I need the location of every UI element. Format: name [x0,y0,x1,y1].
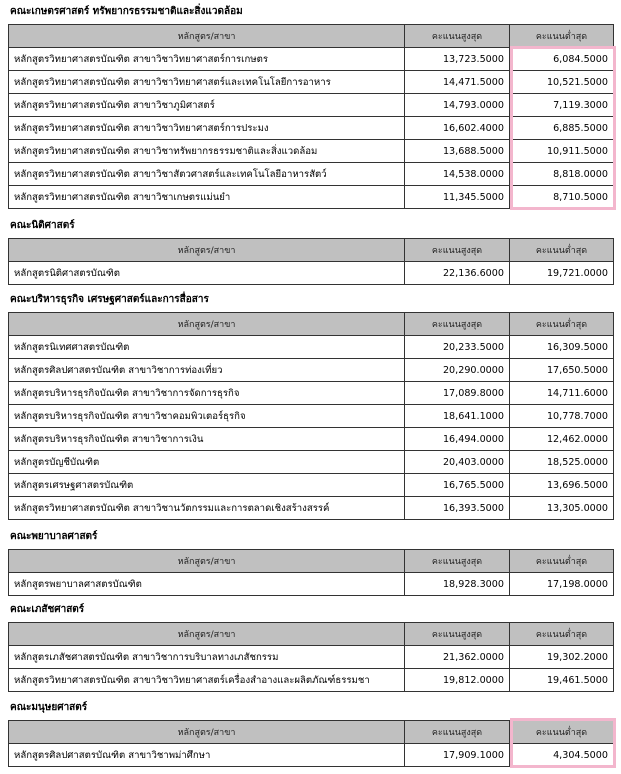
program-name: หลักสูตรพยาบาลศาสตรบัณฑิต [9,573,405,596]
header-min: คะแนนต่ำสุด [510,313,614,336]
score-table [8,720,614,767]
min-score: 14,711.6000 [510,382,614,405]
score-table [8,238,614,285]
min-score: 12,462.0000 [510,428,614,451]
header-min: คะแนนต่ำสุด [510,623,614,646]
header-max: คะแนนสูงสุด [405,239,510,262]
score-table [8,24,614,209]
min-score: 4,304.5000 [510,744,614,767]
program-name: หลักสูตรวิทยาศาสตรบัณฑิต สาขาวิชาวิทยาศาสตร์การประมง [9,117,405,140]
header-program: หลักสูตร/สาขา [9,550,405,573]
max-score: 20,403.0000 [405,451,510,474]
header-program: หลักสูตร/สาขา [9,623,405,646]
table-row [9,744,614,767]
table-row [9,474,614,497]
header-max: คะแนนสูงสุด [405,623,510,646]
max-score: 14,793.0000 [405,94,510,117]
table-row [9,71,614,94]
max-score: 13,723.5000 [405,48,510,71]
max-score: 13,688.5000 [405,140,510,163]
max-score: 11,345.5000 [405,186,510,209]
min-score: 8,818.0000 [510,163,614,186]
program-name: หลักสูตรเศรษฐศาสตรบัณฑิต [9,474,405,497]
header-min: คะแนนต่ำสุด [510,550,614,573]
header-min: คะแนนต่ำสุด [510,239,614,262]
section-title: คณะบริหารธุรกิจ เศรษฐศาสตร์และการสื่อสาร [10,294,209,305]
program-name: หลักสูตรเภสัชศาสตรบัณฑิต สาขาวิชาการบริบาลทางเภสัชกรรม [9,646,405,669]
min-score: 6,084.5000 [510,48,614,71]
table-row [9,497,614,520]
table-row [9,186,614,209]
table-row [9,451,614,474]
table-row [9,94,614,117]
max-score: 17,089.8000 [405,382,510,405]
section-title: คณะมนุษยศาสตร์ [10,702,88,713]
max-score: 14,471.5000 [405,71,510,94]
program-name: หลักสูตรบริหารธุรกิจบัณฑิต สาขาวิชาการเงิน [9,428,405,451]
header-min: คะแนนต่ำสุด [510,721,614,744]
min-score: 19,721.0000 [510,262,614,285]
header-max: คะแนนสูงสุด [405,550,510,573]
min-score: 17,198.0000 [510,573,614,596]
max-score: 21,362.0000 [405,646,510,669]
header-program: หลักสูตร/สาขา [9,721,405,744]
max-score: 16,393.5000 [405,497,510,520]
table-row [9,359,614,382]
program-name: หลักสูตรบริหารธุรกิจบัณฑิต สาขาวิชาคอมพิวเตอร์ธุรกิจ [9,405,405,428]
header-max: คะแนนสูงสุด [405,313,510,336]
max-score: 16,602.4000 [405,117,510,140]
table-row [9,405,614,428]
header-max: คะแนนสูงสุด [405,25,510,48]
table-row [9,646,614,669]
section-title: คณะนิติศาสตร์ [10,220,75,231]
header-max: คะแนนสูงสุด [405,721,510,744]
max-score: 17,909.1000 [405,744,510,767]
program-name: หลักสูตรวิทยาศาสตรบัณฑิต สาขาวิชาทรัพยากรธรรมชาติและสิ่งแวดล้อม [9,140,405,163]
min-score: 10,778.7000 [510,405,614,428]
table-header-row [9,239,614,262]
program-name: หลักสูตรวิทยาศาสตรบัณฑิต สาขาวิชาวิทยาศาสตร์และเทคโนโลยีการอาหาร [9,71,405,94]
header-min: คะแนนต่ำสุด [510,25,614,48]
program-name: หลักสูตรวิทยาศาสตรบัณฑิต สาขาวิชาเกษตรแม่นยำ [9,186,405,209]
min-score: 19,461.5000 [510,669,614,692]
min-score: 10,521.5000 [510,71,614,94]
header-program: หลักสูตร/สาขา [9,25,405,48]
table-row [9,140,614,163]
program-name: หลักสูตรบัญชีบัณฑิต [9,451,405,474]
header-program: หลักสูตร/สาขา [9,313,405,336]
table-row [9,428,614,451]
min-score: 18,525.0000 [510,451,614,474]
table-header-row [9,623,614,646]
score-table [8,312,614,520]
min-score: 10,911.5000 [510,140,614,163]
table-row [9,573,614,596]
table-row [9,163,614,186]
min-score: 17,650.5000 [510,359,614,382]
min-score: 13,696.5000 [510,474,614,497]
score-table [8,622,614,692]
min-score: 6,885.5000 [510,117,614,140]
program-name: หลักสูตรนิเทศศาสตรบัณฑิต [9,336,405,359]
max-score: 16,494.0000 [405,428,510,451]
max-score: 19,812.0000 [405,669,510,692]
program-name: หลักสูตรศิลปศาสตรบัณฑิต สาขาวิชาพม่าศึกษา [9,744,405,767]
program-name: หลักสูตรวิทยาศาสตรบัณฑิต สาขาวิชานวัตกรรมและการตลาดเชิงสร้างสรรค์ [9,497,405,520]
program-name: หลักสูตรนิติศาสตรบัณฑิต [9,262,405,285]
program-name: หลักสูตรวิทยาศาสตรบัณฑิต สาขาวิชาภูมิศาสตร์ [9,94,405,117]
section-title: คณะพยาบาลศาสตร์ [10,531,98,542]
max-score: 20,233.5000 [405,336,510,359]
min-score: 13,305.0000 [510,497,614,520]
program-name: หลักสูตรวิทยาศาสตรบัณฑิต สาขาวิชาวิทยาศาสตร์การเกษตร [9,48,405,71]
table-row [9,117,614,140]
max-score: 18,928.3000 [405,573,510,596]
program-name: หลักสูตรบริหารธุรกิจบัณฑิต สาขาวิชาการจัดการธุรกิจ [9,382,405,405]
max-score: 16,765.5000 [405,474,510,497]
min-score: 19,302.2000 [510,646,614,669]
table-row [9,262,614,285]
min-score: 16,309.5000 [510,336,614,359]
max-score: 22,136.6000 [405,262,510,285]
section-title: คณะเกษตรศาสตร์ ทรัพยากรธรรมชาติและสิ่งแวดล้อม [10,6,243,17]
min-score: 7,119.3000 [510,94,614,117]
program-name: หลักสูตรศิลปศาสตรบัณฑิต สาขาวิชาการท่องเที่ยว [9,359,405,382]
program-name: หลักสูตรวิทยาศาสตรบัณฑิต สาขาวิชาสัตวศาสตร์และเทคโนโลยีอาหารสัตว์ [9,163,405,186]
table-row [9,382,614,405]
table-row [9,336,614,359]
table-header-row [9,313,614,336]
table-row [9,669,614,692]
max-score: 20,290.0000 [405,359,510,382]
header-program: หลักสูตร/สาขา [9,239,405,262]
min-score: 8,710.5000 [510,186,614,209]
table-header-row [9,721,614,744]
max-score: 14,538.0000 [405,163,510,186]
table-header-row [9,25,614,48]
program-name: หลักสูตรวิทยาศาสตรบัณฑิต สาขาวิชาวิทยาศาสตร์เครื่องสำอางและผลิตภัณฑ์ธรรมชา [9,669,405,692]
section-title: คณะเภสัชศาสตร์ [10,604,85,615]
max-score: 18,641.1000 [405,405,510,428]
score-table [8,549,614,596]
table-row [9,48,614,71]
table-header-row [9,550,614,573]
